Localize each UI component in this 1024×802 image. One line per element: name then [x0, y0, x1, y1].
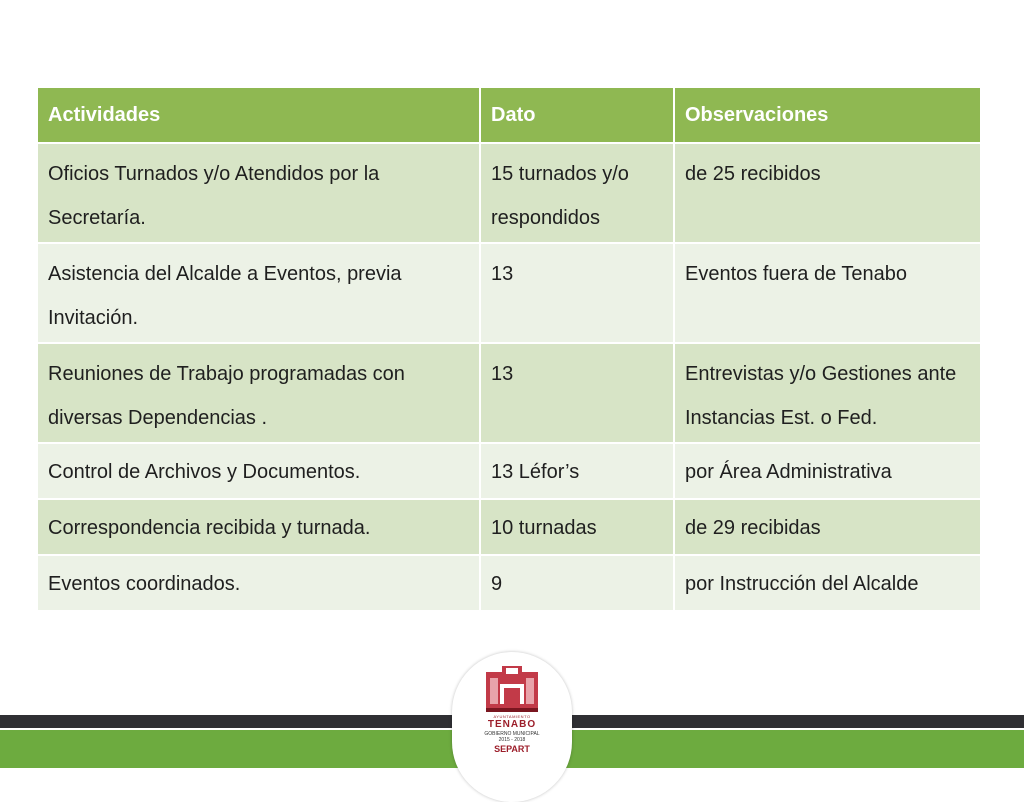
- table-row: [37, 343, 981, 443]
- cell-actividad: Eventos coordinados.: [37, 555, 480, 611]
- table-row: [37, 555, 981, 611]
- cell-dato: 10 turnadas: [480, 499, 674, 555]
- logo-town-name: TENABO: [487, 719, 537, 730]
- header-actividades: Actividades: [37, 87, 480, 143]
- cell-observacion: de 25 recibidos: [674, 143, 981, 243]
- logo-motto: AYUNTAMIENTO: [493, 714, 531, 719]
- cell-dato: 13 Léfor’s: [480, 443, 674, 499]
- cell-dato: 9: [480, 555, 674, 611]
- logo-subtitle: GOBIERNO MUNICIPAL: [484, 731, 540, 737]
- logo-years: 2015 - 2018: [498, 737, 526, 743]
- logo-brand: SEPART: [494, 744, 530, 754]
- cell-observacion: de 29 recibidas: [674, 499, 981, 555]
- activities-table: [36, 86, 982, 612]
- cell-dato: 13: [480, 243, 674, 343]
- cell-actividad: Oficios Turnados y/o Atendidos por la Secretaría.: [37, 143, 480, 243]
- cell-actividad: Correspondencia recibida y turnada.: [37, 499, 480, 555]
- cell-observacion: Eventos fuera de Tenabo: [674, 243, 981, 343]
- cell-dato: 15 turnados y/o respondidos: [480, 143, 674, 243]
- table-row: [37, 243, 981, 343]
- table-row: [37, 143, 981, 243]
- cell-actividad: Asistencia del Alcalde a Eventos, previa Invitación.: [37, 243, 480, 343]
- cell-dato: 13: [480, 343, 674, 443]
- table-row: [37, 443, 981, 499]
- cell-observacion: Entrevistas y/o Gestiones ante Instancias Est. o Fed.: [674, 343, 981, 443]
- cell-actividad: Reuniones de Trabajo programadas con diversas Dependencias .: [37, 343, 480, 443]
- town-hall-logo-icon: [482, 664, 542, 714]
- cell-observacion: por Instrucción del Alcalde: [674, 555, 981, 611]
- table-row: [37, 499, 981, 555]
- cell-actividad: Control de Archivos y Documentos.: [37, 443, 480, 499]
- header-observaciones: Observaciones: [674, 87, 981, 143]
- cell-observacion: por Área Administrativa: [674, 443, 981, 499]
- table-header-row: [37, 87, 981, 143]
- header-dato: Dato: [480, 87, 674, 143]
